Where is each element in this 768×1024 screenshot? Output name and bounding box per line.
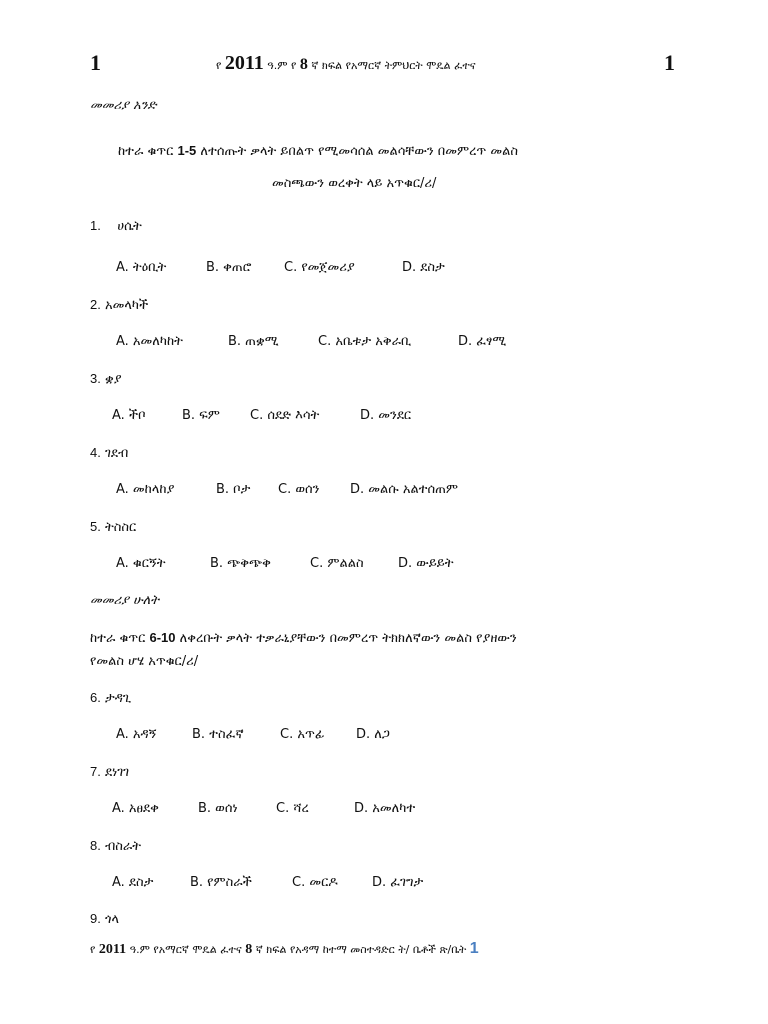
title-year: 2011: [224, 52, 264, 74]
option-8a[interactable]: A. ደስታ: [112, 875, 154, 890]
question-1: 1. ሀሴት: [90, 218, 142, 234]
option-4a[interactable]: A. መከላከያ: [116, 482, 175, 497]
option-3a[interactable]: A. ችቦ: [112, 408, 146, 423]
section-2-instruction-line-1: ከተራ ቁጥር 6-10 ለቀረቡት ቃላት ተቃራኒያቸውን በመምረጥ ትክክለኛውን መልስ የያዘውን: [90, 630, 517, 646]
page-footer: የ 2011 ዓ.ም የአማርኛ ሞዴል ፈተና 8 ኛ ክፍል የአዳማ ከተማ መስተዳድር ት/ ቤቶች ጽ/ቤት 1: [90, 940, 479, 957]
page-title: የ 2011 ዓ.ም የ 8 ኛ ክፍል የአማርኛ ትምህርት ሞዴል ፈተና: [216, 52, 476, 74]
option-2b[interactable]: B. ጠቋሚ: [228, 334, 279, 349]
option-1a[interactable]: A. ትዕቢት: [116, 260, 167, 275]
question-7: 7. ደነገገ: [90, 764, 130, 780]
option-2a[interactable]: A. አመለካከት: [116, 334, 183, 349]
section-1-instruction-line-2: መስጫውን ወረቀት ላይ አጥቁር/ሪ/: [272, 176, 437, 191]
option-5b[interactable]: B. ጭቅጭቅ: [210, 556, 271, 571]
option-6b[interactable]: B. ተስፈኛ: [192, 727, 244, 742]
option-4c[interactable]: C. ወሰን: [278, 482, 320, 497]
section-2-heading: መመሪያ ሁለት: [90, 593, 160, 608]
option-5d[interactable]: D. ውይይት: [398, 556, 454, 571]
option-3d[interactable]: D. መንደር: [360, 408, 412, 423]
option-8d[interactable]: D. ፈገግታ: [372, 875, 424, 890]
question-3: 3. ቋያ: [90, 371, 122, 387]
option-6c[interactable]: C. አጥፊ: [280, 727, 325, 742]
question-5: 5. ትስስር: [90, 519, 137, 535]
option-3c[interactable]: C. ሰደድ እሳት: [250, 408, 320, 423]
option-4d[interactable]: D. መልሱ አልተሰጠም: [350, 482, 459, 497]
option-3b[interactable]: B. ፍም: [182, 408, 220, 423]
option-6a[interactable]: A. አዳኝ: [116, 727, 157, 742]
page-number-right: 1: [664, 50, 675, 75]
question-4: 4. ገደብ: [90, 445, 129, 461]
option-7c[interactable]: C. ሻረ: [276, 801, 309, 816]
option-1c[interactable]: C. የመጀመሪያ: [284, 260, 355, 275]
option-1b[interactable]: B. ቀጠሮ: [206, 260, 252, 275]
page-number-left: 1: [90, 50, 101, 75]
option-8c[interactable]: C. መርዶ: [292, 875, 338, 890]
title-grade: 8: [299, 56, 308, 73]
option-7b[interactable]: B. ወሰነ: [198, 801, 238, 816]
option-1d[interactable]: D. ደስታ: [402, 260, 445, 275]
section-2-instruction-line-2: የመልስ ሆሄ አጥቁር/ሪ/: [90, 654, 199, 669]
footer-year: 2011: [98, 942, 127, 957]
option-7d[interactable]: D. አመለካተ: [354, 801, 416, 816]
section-2-range: 6-10: [149, 630, 176, 645]
footer-grade: 8: [245, 942, 253, 957]
option-6d[interactable]: D. ለጋ: [356, 727, 390, 742]
section-1-range: 1-5: [177, 143, 197, 158]
option-5c[interactable]: C. ምልልስ: [310, 556, 364, 571]
option-7a[interactable]: A. አፀደቀ: [112, 801, 159, 816]
question-6: 6. ታዳጊ: [90, 690, 132, 706]
section-1-heading: መመሪያ አንድ: [90, 98, 157, 113]
option-2d[interactable]: D. ፈፃሚ: [458, 334, 507, 349]
option-4b[interactable]: B. ቦታ: [216, 482, 251, 497]
footer-page-number: 1: [469, 940, 479, 957]
question-2: 2. አመላካች: [90, 297, 149, 313]
option-8b[interactable]: B. የምስራች: [190, 875, 252, 890]
question-9: 9. ጎላ: [90, 911, 120, 927]
question-8: 8. ብስራት: [90, 838, 142, 854]
section-1-instruction-line-1: ከተራ ቁጥር 1-5 ለተሰጡት ቃላት ይበልጥ የሚመሳሰል መልሳቸውን በመምረጥ መልስ: [118, 143, 519, 159]
option-5a[interactable]: A. ቁርኝት: [116, 556, 166, 571]
option-2c[interactable]: C. አቤቱታ አቅራቢ: [318, 334, 412, 349]
